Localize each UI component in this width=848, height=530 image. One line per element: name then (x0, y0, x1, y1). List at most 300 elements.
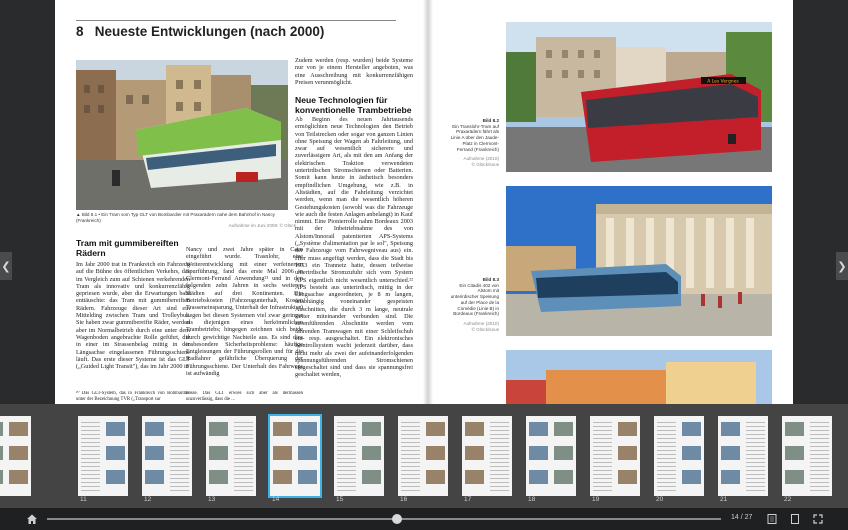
thumbnail-page-22[interactable] (782, 416, 832, 496)
thumbnail-text-line (234, 486, 253, 487)
thumbnail-text-line (657, 490, 676, 491)
thumbnail-text-line (81, 478, 100, 479)
thumbnail-text-line (337, 434, 356, 435)
thumbnail-text-line (234, 450, 253, 451)
tram-destination-sign: A Les Vergnes (707, 79, 739, 85)
thumbnail-half-page (590, 416, 615, 496)
thumbnail-text-line (746, 478, 765, 479)
thumbnail-image-block (106, 446, 125, 460)
page-layout-icon (789, 513, 801, 525)
thumbnail-text-line (810, 426, 829, 427)
thumbnail-text-line (657, 450, 676, 451)
thumbnail-image-block (721, 446, 740, 460)
thumbnail-page-18[interactable] (526, 416, 576, 496)
thumbnail-page-number: 13 (208, 496, 216, 503)
fullscreen-button[interactable] (812, 513, 824, 525)
thumbnail-text-line (746, 430, 765, 431)
thumbnail-image-block (9, 422, 28, 436)
thumbnail-image-block (362, 446, 381, 460)
thumbnail-image-block (209, 470, 228, 484)
thumbnail-text-line (401, 450, 420, 451)
thumbnail-text-line (337, 450, 356, 451)
thumbnail-half-page (654, 416, 679, 496)
thumbnail-text-line (170, 490, 189, 491)
thumbnail-text-line (337, 470, 356, 471)
thumbnail-text-line (657, 478, 676, 479)
thumbnail-text-line (593, 426, 612, 427)
caption-8-3-line-4: auf der Place de la (460, 299, 499, 305)
thumbnail-page-20[interactable] (654, 416, 704, 496)
caption-8-2-line-5: Ferrand (Frankreich) (456, 146, 499, 152)
left-column-2-footnote: busse. Das GLT erwies sich aber als dermassen unzuverlässig, dass die ... (186, 391, 303, 402)
thumbnail-page-16[interactable] (398, 416, 448, 496)
thumbnail-text-line (657, 442, 676, 443)
thumbnail-text-line (81, 422, 100, 423)
thumbnail-image-block (426, 422, 445, 436)
thumbnail-text-line (401, 486, 420, 487)
page-count: 14 / 27 (731, 514, 753, 521)
thumbnail-half-page (6, 416, 31, 496)
thumbnail-text-line (81, 458, 100, 459)
thumbnail-image-block (273, 422, 292, 436)
chapter-number: 8 (76, 24, 84, 39)
thumbnail-text-line (81, 430, 100, 431)
thumbnail-half-page (398, 416, 423, 496)
thumbnail-text-line (593, 442, 612, 443)
thumbnail-text-line (593, 446, 612, 447)
thumbnail-text-line (81, 482, 100, 483)
thumbnail-text-line (490, 454, 509, 455)
section-heading-neue-technologien: Neue Technologien für konventionelle Trambetriebe (295, 95, 412, 115)
thumbnail-text-line (746, 458, 765, 459)
thumbnail-page-12[interactable] (142, 416, 192, 496)
thumbnail-text-line (657, 438, 676, 439)
thumbnail-text-line (810, 458, 829, 459)
thumbnail-text-line (657, 446, 676, 447)
thumbnail-text-line (337, 426, 356, 427)
thumbnail-page-partial[interactable] (0, 416, 31, 496)
single-page-icon (766, 513, 778, 525)
thumbnail-page-14[interactable] (270, 416, 320, 496)
credit-8-2-line-1: © Glück/sous (471, 161, 499, 167)
thumbnail-text-line (593, 458, 612, 459)
thumbnail-text-line (593, 478, 612, 479)
caption-credit: Aufnahme im Juni 2009: © Glück (228, 223, 296, 229)
thumbnail-text-line (337, 478, 356, 479)
thumbnail-image-block (145, 446, 164, 460)
thumbnail-text-line (81, 446, 100, 447)
photo-nancy-tram (76, 60, 288, 210)
thumbnail-text-line (746, 474, 765, 475)
thumbnail-page-number: 16 (400, 496, 408, 503)
home-button[interactable] (26, 513, 38, 525)
thumbnail-text-line (401, 478, 420, 479)
thumbnail-text-line (337, 486, 356, 487)
thumbnail-text-line (81, 434, 100, 435)
photo-caption-8-3 (435, 277, 499, 332)
photo-clermont-tram (506, 22, 772, 172)
thumbnail-image-block (465, 446, 484, 460)
thumbnail-text-line (337, 454, 356, 455)
thumbnail-image-block (426, 470, 445, 484)
thumbnail-page-number: 22 (784, 496, 792, 503)
credit-8-3-line-1: © Glück/sous (471, 326, 499, 332)
thumbnail-page-17[interactable] (462, 416, 512, 496)
thumbnail-text-line (490, 422, 509, 423)
thumbnail-text-line (810, 434, 829, 435)
thumbnail-text-line (337, 430, 356, 431)
page-gutter (423, 0, 433, 404)
thumbnail-text-line (746, 490, 765, 491)
thumbnail-text-line (234, 474, 253, 475)
thumbnail-text-line (657, 462, 676, 463)
credit-8-3-line-0: Aufnahme (2010) (463, 320, 499, 326)
thumbnail-text-line (810, 474, 829, 475)
thumbnail-text-line (234, 446, 253, 447)
thumbnail-half-page (103, 416, 128, 496)
thumbnail-image-block (554, 470, 573, 484)
thumbnail-text-line (810, 422, 829, 423)
thumbnail-text-line (490, 446, 509, 447)
thumbnail-text-line (170, 442, 189, 443)
chapter-rule (76, 20, 396, 21)
thumbnail-text-line (746, 434, 765, 435)
left-column-2-text: Nancy und zwei Jahre später in Caen eingeführt wurde. Trasnlohr, eine Weiterentwicklung mit einer verfeinerten Spurführung, fand das erste Mal 2006 in Clermont-Ferrand Anwendung²¹ und in den folgenden zehn Jahren in sechs weiteren Städten auf drei Kontinenten. Die Betriebskosten (Fahrzeugunterhalt, Kosten Trasseneinsparung, Unterhalt der Infrastruktur) liegen bei diesen Systemen viel zwar geringer als diejenigen eines herkömmlichen Trambetriebs; hingegen zeichnen sich beide durch gewichtige Nachteile aus. Es sind dies insbesondere Sicherheitsprobleme: häufige Entgleisungen der Führungsrollen und für die Radfahrer gefährliche Überquerung der Führungsschiene. Der Unterhalt des Fahrwegs ist aufwändig (186, 246, 303, 378)
thumbnail-half-page (551, 416, 576, 496)
prev-page-button[interactable] (0, 252, 12, 280)
thumbnail-text-line (401, 462, 420, 463)
thumbnail-text-line (657, 466, 676, 467)
thumbnail-text-line (490, 438, 509, 439)
thumbnail-image-block (106, 470, 125, 484)
thumbnail-text-line (234, 458, 253, 459)
thumbnail-text-line (234, 482, 253, 483)
left-column-1-footnote: ²⁰ Das GLT-System, das in Frankreich von Bombardier unter der Bezeichnung TVR („Transport sur (76, 391, 190, 402)
thumbnail-text-line (81, 438, 100, 439)
chapter-title-text: Neueste Entwicklungen (nach 2000) (94, 24, 325, 39)
thumbnail-text-line (401, 482, 420, 483)
thumbnail-text-line (170, 454, 189, 455)
thumbnail-text-line (746, 422, 765, 423)
thumbnail-text-line (401, 490, 420, 491)
caption-8-3-line-6: Bordeaux (Frankreich) (453, 311, 499, 317)
thumbnail-text-line (657, 454, 676, 455)
thumbnail-half-page (142, 416, 167, 496)
thumbnail-text-line (490, 426, 509, 427)
thumbnail-text-line (170, 462, 189, 463)
thumbnail-text-line (810, 490, 829, 491)
right-column-intro-text: Zudem werden (resp. wurden) beide Systeme nur von je einem Hersteller angeboten, was eine Ausschreibung mit konkurrenzfähigen Preisen verunmöglicht. (295, 57, 413, 86)
thumbnail-text-line (401, 422, 420, 423)
thumbnail-text-line (746, 462, 765, 463)
thumbnail-text-line (81, 490, 100, 491)
thumbnail-text-line (170, 486, 189, 487)
thumbnail-text-line (401, 454, 420, 455)
thumbnail-image-block (618, 422, 637, 436)
thumbnail-page-number: 12 (144, 496, 152, 503)
thumbnail-text-line (810, 450, 829, 451)
caption-8-2-line-2: Praxarädern fährt als (456, 129, 499, 135)
chevron-right-icon: ❯ (837, 259, 847, 273)
thumbnail-text-line (746, 470, 765, 471)
page-slider-track[interactable] (47, 518, 721, 520)
thumbnail-text-line (593, 486, 612, 487)
thumbnail-image-block (682, 422, 701, 436)
thumbnail-text-line (170, 478, 189, 479)
thumbnail-image-block (209, 422, 228, 436)
thumbnail-text-line (81, 426, 100, 427)
thumbnail-text-line (810, 486, 829, 487)
thumbnail-text-line (337, 462, 356, 463)
thumbnail-image-block (9, 446, 28, 460)
thumbnail-image-block (0, 446, 3, 460)
thumbnail-page-number: 21 (720, 496, 728, 503)
thumbnail-half-page (231, 416, 256, 496)
thumbnail-text-line (170, 458, 189, 459)
thumbnail-image-block (298, 446, 317, 460)
thumbnail-text-line (234, 478, 253, 479)
thumbnail-text-line (657, 426, 676, 427)
thumbnail-text-line (337, 490, 356, 491)
fullscreen-icon (812, 513, 824, 525)
thumbnail-text-line (746, 454, 765, 455)
page-spread (55, 0, 793, 404)
thumbnail-text-line (81, 470, 100, 471)
thumbnail-half-page (359, 416, 384, 496)
thumbnail-text-line (81, 450, 100, 451)
thumbnail-image-block (298, 422, 317, 436)
thumbnail-text-line (657, 474, 676, 475)
thumbnail-text-line (746, 450, 765, 451)
thumbnail-text-line (593, 474, 612, 475)
thumbnail-text-line (490, 486, 509, 487)
thumbnail-text-line (746, 446, 765, 447)
thumbnail-text-line (234, 470, 253, 471)
thumbnail-text-line (746, 482, 765, 483)
thumbnail-text-line (234, 422, 253, 423)
thumbnail-text-line (170, 426, 189, 427)
double-page-view-button[interactable] (789, 513, 801, 525)
thumbnail-text-line (401, 458, 420, 459)
thumbnail-text-line (810, 430, 829, 431)
caption-8-3-line-2: Alstom mit (477, 288, 499, 294)
thumbnail-page-number: 20 (656, 496, 664, 503)
caption-text: ▲ Bild 8.1 • Ein Tram vom Typ GLT von Bombardier mit Praxarädern nahe dem Bahnhof in Nancy (Frankreich) (76, 212, 275, 223)
thumbnail-page-21[interactable] (718, 416, 768, 496)
thumbnail-image-block (209, 446, 228, 460)
thumbnail-text-line (170, 470, 189, 471)
thumbnail-text-line (401, 434, 420, 435)
thumbnail-text-line (337, 446, 356, 447)
thumbnail-half-page (462, 416, 487, 496)
thumbnail-half-page (78, 416, 103, 496)
thumbnail-text-line (810, 442, 829, 443)
thumbnail-text-line (234, 490, 253, 491)
thumbnail-text-line (170, 434, 189, 435)
left-column-1-text: Im Jahr 2000 trat in Frankreich ein Fahrzeug auf die Bühne des öffentlichen Verkehrs, das im Vergleich zum auf Schienen verkehrenden Tram als innovativ und konkurrenzfähig gepriesen wurde, aber die Erwartungen bald enttäuschte: das Tram mit gummibereiften Rädern. Fahrzeuge dieser Art sind ein Mittelding zwischen Tram und Trolleybus. Sie haben zwar gummibereifte Räder, werden aber im Normalbetrieb durch eine unter dem Wagenboden angebrachte Rolle geführt, die in einer im Strassenbelag mittig in der Längsachse eingelassenen Führungsschiene läuft. Das erste dieser Systeme ist das GLT („Guided Light Transit"), das im Jahr 2000 in (76, 261, 190, 371)
thumbnail-text-line (401, 430, 420, 431)
thumbnail-text-line (810, 482, 829, 483)
thumbnail-text-line (657, 434, 676, 435)
thumbnail-half-page (807, 416, 832, 496)
thumbnail-text-line (490, 450, 509, 451)
thumbnail-text-line (234, 462, 253, 463)
caption-8-2-line-1: Ein Translohr-Tram auf (452, 123, 499, 129)
caption-8-3-line-1: Ein Citadis 402 von (459, 282, 499, 288)
thumbnail-image-block (362, 422, 381, 436)
single-page-view-button[interactable] (766, 513, 778, 525)
thumbnail-text-line (337, 442, 356, 443)
thumbnail-image-block (618, 446, 637, 460)
thumbnail-image-block (529, 446, 548, 460)
thumbnail-text-line (170, 482, 189, 483)
caption-8-3-line-5: Comédie (Linie B) in (457, 305, 499, 311)
thumbnail-text-line (810, 446, 829, 447)
thumbnail-page-19[interactable] (590, 416, 640, 496)
thumbnail-text-line (401, 446, 420, 447)
thumbnail-image-block (465, 422, 484, 436)
thumbnail-text-line (337, 422, 356, 423)
thumbnail-text-line (490, 470, 509, 471)
section-heading-tram-gummi: Tram mit gummibereiften Rädern (76, 238, 179, 258)
thumbnail-text-line (234, 438, 253, 439)
thumbnail-page-13[interactable] (206, 416, 256, 496)
credit-8-2-line-0: Aufnahme (2010) (463, 156, 499, 162)
thumbnail-half-page (423, 416, 448, 496)
thumbnail-text-line (490, 466, 509, 467)
thumbnail-text-line (593, 490, 612, 491)
thumbnail-text-line (657, 486, 676, 487)
thumbnail-text-line (337, 458, 356, 459)
thumbnail-text-line (593, 434, 612, 435)
thumbnail-image-block (554, 422, 573, 436)
caption-8-2-line-0: Bild 8.2 (482, 118, 499, 123)
thumbnail-text-line (234, 430, 253, 431)
thumbnail-text-line (170, 474, 189, 475)
thumbnail-image-block (785, 422, 804, 436)
thumbnail-image-block (554, 446, 573, 460)
thumbnail-page-11[interactable] (78, 416, 128, 496)
photo-caption-8-2 (435, 118, 499, 168)
thumbnail-text-line (170, 466, 189, 467)
thumbnail-text-line (401, 474, 420, 475)
thumbnail-page-number: 18 (528, 496, 536, 503)
thumbnail-text-line (810, 466, 829, 467)
thumbnail-text-line (746, 438, 765, 439)
photo-bordeaux-tram (506, 186, 772, 336)
thumbnail-page-number: 15 (336, 496, 344, 503)
thumbnail-image-block (682, 446, 701, 460)
thumbnail-text-line (490, 442, 509, 443)
thumbnail-image-block (785, 446, 804, 460)
thumbnail-text-line (593, 482, 612, 483)
thumbnail-image-block (145, 422, 164, 436)
thumbnail-text-line (234, 466, 253, 467)
caption-8-2-line-4: Platz in Clermont- (462, 140, 499, 146)
caption-8-3-line-0: Bild 8.3 (482, 277, 499, 282)
thumbnail-image-block (721, 422, 740, 436)
thumbnail-text-line (810, 454, 829, 455)
thumbnail-text-line (401, 438, 420, 439)
thumbnail-text-line (170, 422, 189, 423)
photo-partial-tram (506, 350, 772, 404)
thumbnail-half-page (526, 416, 551, 496)
thumbnail-image-block (618, 470, 637, 484)
thumbnail-image-block (721, 470, 740, 484)
thumbnail-text-line (337, 466, 356, 467)
thumbnail-text-line (593, 430, 612, 431)
thumbnail-text-line (337, 482, 356, 483)
thumbnail-text-line (490, 458, 509, 459)
thumbnail-text-line (593, 450, 612, 451)
thumbnail-half-page (718, 416, 743, 496)
thumbnail-text-line (234, 442, 253, 443)
thumbnail-text-line (490, 434, 509, 435)
thumbnail-image-block (426, 446, 445, 460)
thumbnail-text-line (401, 426, 420, 427)
thumbnail-text-line (81, 442, 100, 443)
thumbnail-text-line (490, 482, 509, 483)
thumbnail-text-line (170, 450, 189, 451)
thumbnail-page-15[interactable] (334, 416, 384, 496)
chevron-left-icon: ❮ (1, 259, 11, 273)
thumbnail-text-line (401, 466, 420, 467)
thumbnail-half-page (295, 416, 320, 496)
thumbnail-text-line (810, 438, 829, 439)
thumbnail-half-page (206, 416, 231, 496)
thumbnail-text-line (810, 478, 829, 479)
thumbnail-text-line (170, 446, 189, 447)
right-column-main-text: Ab Beginn des neuen Jahrtausends ermöglichten neue Technologien den Betrieb von Teilstrecken oder sogar von ganzen Linien ohne Speisung der Wagen ab Fahrleitung, und zwar auf wesentlich sicherere und zuverlässigere Art, als mit den am Anfang der elektrischen Traktion verwendeten unterirdischen Stromschienen oder Batterien. Somit kann heute in ästhetisch besonders empfindlichen Umgebung, wie z.B. in Altstädten, auf die Fahrleitung verzichtet werden, wenn man die wesentlich höheren Gestehungskosten (sowohl was die Fahrzeuge wie auch die festen Anlagen anbelangt) in Kauf nimmt. Eine Pionierrolle nahm Bordeaux 2003 mit der Inbetriebnahme des von Alstom/Innorail patentierten APS-Systems („Système d'alimentation par le sol", Speisung der Fahrzeuge vom Fahrwegniveau aus) ein. Hier muss angefügt werden, dass die Stadt bis 1953 ein Trannetz hatte, dessen teilweise unterirdische Stromzufuhr sich vom System APS eigentlich nicht wesentlich unterschied.²² APS besteht aus unterirdisch, mittig in der Längsachse angeordneten, je 8 m langen, unabhängig voneinander gespeisten Abschnitten, die durch 3 m lange, neutrale Leiter miteinander verbunden sind. Die stromführenden Abschnitte werden vom fahrenden Tramwagen mit einer Schleifschuh ein- resp. ausgeschaltet. Ein elektronisches Kontrollsystem wacht jederzeit darüber, dass nicht mehr als zwei der aufeinanderfolgenden spannungsführenden Stromschienen eingeschaltet sind und dass sie spannungsfrei geschaltet werden, (295, 116, 413, 379)
thumbnail-text-line (337, 474, 356, 475)
thumbnail-image-block (0, 422, 3, 436)
thumbnail-text-line (234, 426, 253, 427)
photo-caption-8-1 (76, 212, 296, 229)
thumbnail-half-page (487, 416, 512, 496)
thumbnail-half-page (334, 416, 359, 496)
thumbnail-page-number: 19 (592, 496, 600, 503)
thumbnail-half-page (743, 416, 768, 496)
thumbnail-text-line (593, 466, 612, 467)
thumbnail-image-block (145, 470, 164, 484)
thumbnail-image-block (682, 470, 701, 484)
caption-8-2-line-3: Linie A über den Jaude- (450, 135, 499, 141)
thumbnail-text-line (746, 442, 765, 443)
thumbnail-text-line (234, 434, 253, 435)
next-page-button[interactable] (836, 252, 848, 280)
thumbnail-image-block (0, 470, 3, 484)
thumbnail-text-line (746, 486, 765, 487)
thumbnail-text-line (593, 422, 612, 423)
thumbnail-image-block (362, 470, 381, 484)
thumbnail-image-block (106, 422, 125, 436)
thumbnail-text-line (490, 474, 509, 475)
thumbnail-text-line (657, 422, 676, 423)
thumbnail-text-line (81, 474, 100, 475)
thumbnail-text-line (810, 470, 829, 471)
thumbnail-text-line (81, 454, 100, 455)
thumbnail-half-page (782, 416, 807, 496)
thumbnail-page-number: 14 (272, 496, 280, 503)
thumbnail-image-block (785, 470, 804, 484)
thumbnail-text-line (490, 478, 509, 479)
thumbnail-text-line (657, 430, 676, 431)
thumbnail-text-line (657, 482, 676, 483)
thumbnail-text-line (810, 462, 829, 463)
thumbnail-text-line (593, 438, 612, 439)
thumbnail-half-page (615, 416, 640, 496)
thumbnail-text-line (81, 462, 100, 463)
